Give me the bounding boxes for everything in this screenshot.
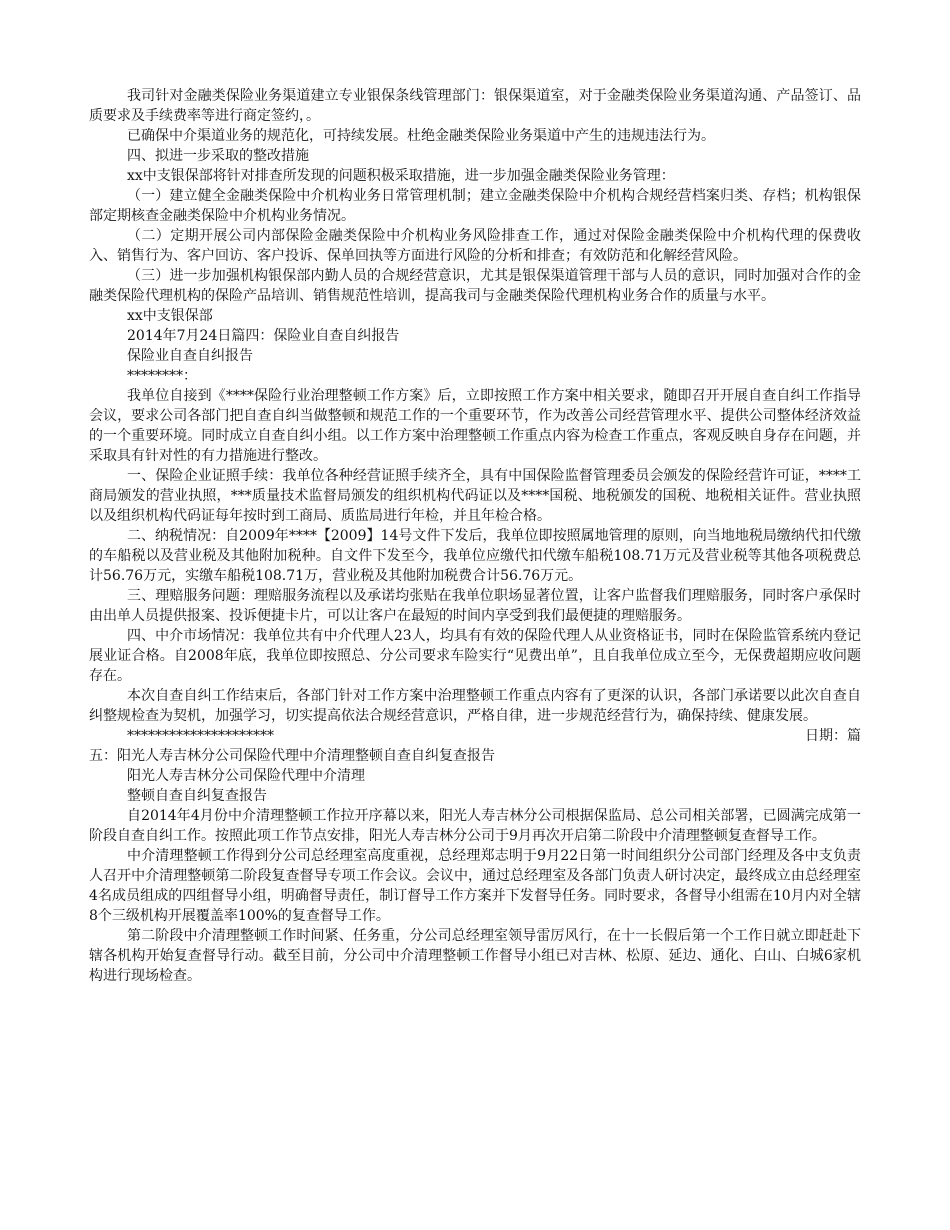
paragraph: 我单位自接到《****保险行业治理整顿工作方案》后，立即按照工作方案中相关要求，随即召开开展自查自纠工作指导会议，要求公司各部门把自查自纠当做整顿和规范工作的一个重要环节，作为改善公司经营管理水平、提供公司整体经济效益的一个重要环境。同时成立自查自纠小组。以工作方案中治理整顿工作重点内容为检查工作重点，客观反映自身存在问题，并采取具有针对性的有力措施进行整改。 [89,388,861,464]
paragraph: 2014年7月24日篇四：保险业自查自纠报告 [127,328,400,344]
separator-line [89,726,861,746]
paragraph: 中介清理整顿工作得到分公司总经理室高度重视，总经理郑志明于9月22日第一时间组织分公司部门经理及各中支负责人召开中介清理整顿第二阶段复查督导专项工作会议。会议中，通过总经理室及各部门负责人研讨决定，最终成立由总经理室4名成员组成的四组督导小组，明确督导责任，制订督导工作方案并下发督导任务。同时要求，各督导小组需在10月内对全辖8个三级机构开展覆盖率100%的复查督导工作。 [89,848,861,924]
paragraph-group-b [89,746,861,986]
paragraph: 一、保险企业证照手续：我单位各种经营证照手续齐全，具有中国保险监督管理委员会颁发的保险经营许可证，****工商局颁发的营业执照，***质量技术监督局颁发的组织机构代码证以及****国税、地税颁发的国税、地税相关证件。营业执照以及组织机构代码证每年按时到工商局、质监局进行年检，并且年检合格。 [89,468,861,524]
date-label: 日期：篇 [805,728,861,744]
paragraph: ********： [127,368,197,384]
paragraph: 五：阳光人寿吉林分公司保险代理中介清理整顿自查自纠复查报告 [89,748,495,764]
document-body [89,86,861,986]
paragraph: 本次自查自纠工作结束后，各部门针对工作方案中治理整顿工作重点内容有了更深的认识，各部门承诺要以此次自查自纠整规检查为契机，加强学习，切实提高依法合规经营意识，严格自律，进一步规范经营行为，确保持续、健康发展。 [89,688,861,724]
paragraph: xx中支银保部将针对排查所发现的问题积极采取措施，进一步加强金融类保险业务管理： [127,168,675,184]
paragraph: 四、拟进一步采取的整改措施 [127,148,309,164]
paragraph-group-a [89,86,861,726]
paragraph: 四、中介市场情况：我单位共有中介代理人23人，均具有有效的保险代理人从业资格证书，同时在保险监管系统内登记展业证合格。自2008年底，我单位即按照总、分公司要求车险实行“见费出单”，且自我单位成立至今，无保费超期应收问题存在。 [89,628,861,684]
paragraph: 已确保中介渠道业务的规范化，可持续发展。杜绝金融类保险业务渠道中产生的违规违法行为。 [127,128,715,144]
paragraph: 我司针对金融类保险业务渠道建立专业银保条线管理部门：银保渠道室，对于金融类保险业务渠道沟通、产品签订、品质要求及手续费率等进行商定签约，。 [89,88,861,124]
paragraph: （一）建立健全金融类保险中介机构业务日常管理机制；建立金融类保险中介机构合规经营档案归类、存档；机构银保部定期核查金融类保险中介机构业务情况。 [89,188,861,224]
paragraph: （三）进一步加强机构银保部内勤人员的合规经营意识，尤其是银保渠道管理干部与人员的意识，同时加强对合作的金融类保险代理机构的保险产品培训、销售规范性培训，提高我司与金融类保险代理机构业务合作的质量与水平。 [89,268,861,304]
paragraph: 自2014年4月份中介清理整顿工作拉开序幕以来，阳光人寿吉林分公司根据保监局、总公司相关部署，已圆满完成第一阶段自查自纠工作。按照此项工作节点安排，阳光人寿吉林分公司于9月再次开启第二阶段中介清理整顿复查督导工作。 [89,808,861,844]
paragraph: 三、理赔服务问题：理赔服务流程以及承诺均张贴在我单位职场显著位置，让客户监督我们理赔服务，同时客户承保时由出单人员提供报案、投诉便捷卡片，可以让客户在最短的时间内享受到我们最便捷的理赔服务。 [89,588,861,624]
paragraph: 第二阶段中介清理整顿工作时间紧、任务重，分公司总经理室领导雷厉风行，在十一长假后第一个工作日就立即赶赴下辖各机构开始复查督导行动。截至目前，分公司中介清理整顿工作督导小组已对吉林、松原、延边、通化、白山、白城6家机构进行现场检查。 [89,928,861,984]
paragraph: 阳光人寿吉林分公司保险代理中介清理 [127,768,365,784]
paragraph: xx中支银保部 [127,308,213,324]
separator-stars: ********************* [127,728,274,744]
paragraph: （二）定期开展公司内部保险金融类保险中介机构业务风险排查工作，通过对保险金融类保险中介机构代理的保费收入、销售行为、客户回访、客户投诉、保单回执等方面进行风险的分析和排查；有效防范和化解经营风险。 [89,228,861,264]
paragraph: 保险业自查自纠报告 [127,348,253,364]
paragraph: 二、纳税情况：自2009年****【2009】14号文件下发后，我单位即按照属地管理的原则，向当地地税局缴纳代扣代缴的车船税以及营业税及其他附加税种。自文件下发至今，我单位应缴代扣代缴车船税108.71万元及营业税等其他各项税费总计56.76万元，实缴车船税108.71万，营业税及其他附加税费合计56.76万元。 [89,528,861,584]
paragraph: 整顿自查自纠复查报告 [127,788,267,804]
